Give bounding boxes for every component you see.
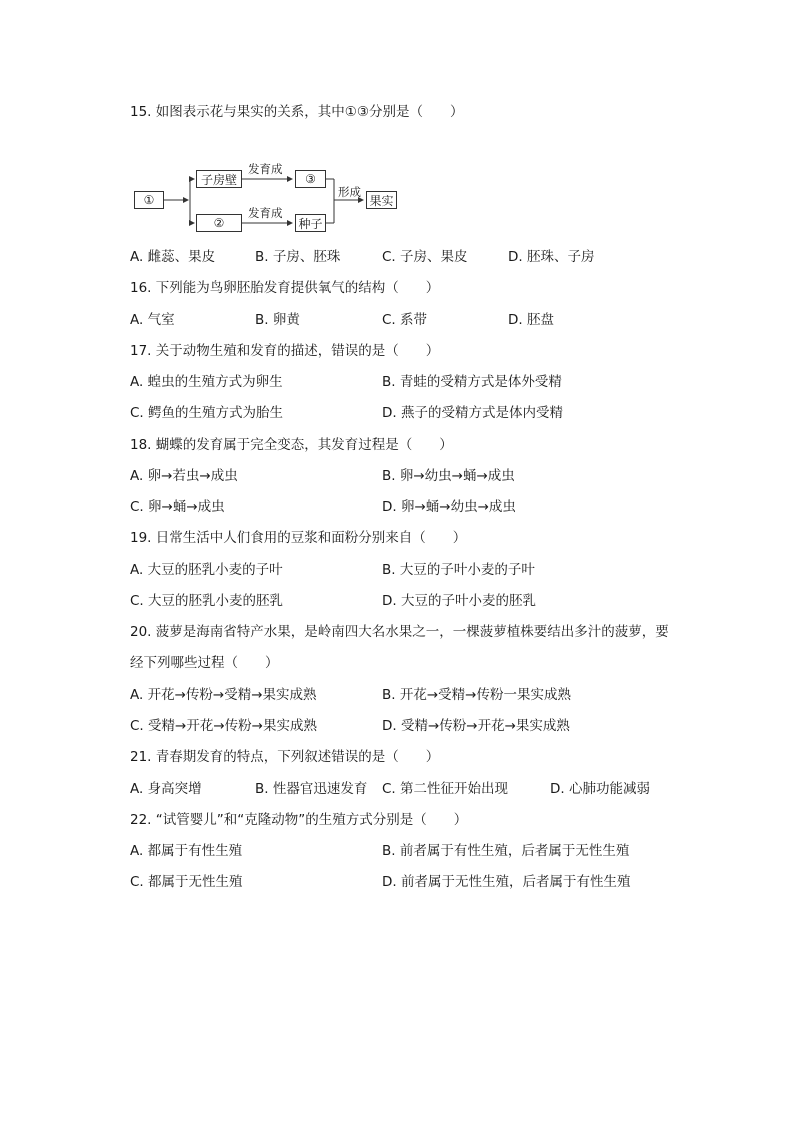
box-flower-part-1: ①	[134, 191, 164, 209]
q17-option-d[interactable]: D. 燕子的受精方式是体内受精	[382, 405, 563, 421]
flower-fruit-diagram	[130, 160, 410, 240]
q21-option-a[interactable]: A. 身高突增	[130, 781, 202, 797]
q17-option-c[interactable]: C. 鳄鱼的生殖方式为胎生	[130, 405, 284, 421]
box-ovary-wall: 子房壁	[196, 170, 242, 188]
q22-stem: 22. “试管婴儿”和“克隆动物”的生殖方式分别是（ ）	[130, 812, 468, 828]
q16-option-d[interactable]: D. 胚盘	[508, 312, 554, 328]
q16-option-b[interactable]: B. 卵黄	[255, 312, 300, 328]
q17-stem: 17. 关于动物生殖和发育的描述，错误的是（ ）	[130, 343, 440, 359]
box-seed: 种子	[295, 214, 326, 232]
q21-option-b[interactable]: B. 性器官迅速发育	[255, 781, 368, 797]
q19-option-c[interactable]: C. 大豆的胚乳小麦的胚乳	[130, 593, 284, 609]
q21-stem: 21. 青春期发育的特点，下列叙述错误的是（ ）	[130, 749, 440, 765]
q18-option-b[interactable]: B. 卵→幼虫→蛹→成虫	[382, 468, 515, 484]
q20-stem-line2: 经下列哪些过程（ ）	[130, 655, 279, 671]
label-develop-lower: 发育成	[248, 206, 283, 220]
q15-option-a[interactable]: A. 雌蕊、果皮	[130, 249, 216, 265]
q21-option-c[interactable]: C. 第二性征开始出现	[382, 781, 509, 797]
q20-option-d[interactable]: D. 受精→传粉→开花→果实成熟	[382, 718, 570, 734]
q20-stem-line1: 20. 菠萝是海南省特产水果，是岭南四大名水果之一，一棵菠萝植株要结出多汁的菠萝，要	[130, 624, 669, 640]
q19-option-a[interactable]: A. 大豆的胚乳小麦的子叶	[130, 562, 283, 578]
label-form: 形成	[338, 185, 361, 199]
q17-option-a[interactable]: A. 蝗虫的生殖方式为卵生	[130, 374, 283, 390]
box-fruit: 果实	[366, 191, 397, 209]
q22-option-c[interactable]: C. 都属于无性生殖	[130, 874, 243, 890]
q22-option-b[interactable]: B. 前者属于有性生殖，后者属于无性生殖	[382, 843, 630, 859]
q20-option-c[interactable]: C. 受精→开花→传粉→果实成熟	[130, 718, 317, 734]
q19-option-d[interactable]: D. 大豆的子叶小麦的胚乳	[382, 593, 536, 609]
box-part-2: ②	[196, 214, 242, 232]
q19-stem: 19. 日常生活中人们食用的豆浆和面粉分别来自（ ）	[130, 530, 467, 546]
q16-stem: 16. 下列能为鸟卵胚胎发育提供氧气的结构（ ）	[130, 280, 440, 296]
q18-stem: 18. 蝴蝶的发育属于完全变态，其发育过程是（ ）	[130, 437, 453, 453]
q15-option-c[interactable]: C. 子房、果皮	[382, 249, 468, 265]
q16-option-a[interactable]: A. 气室	[130, 312, 175, 328]
q18-option-d[interactable]: D. 卵→蛹→幼虫→成虫	[382, 499, 516, 515]
q15-option-b[interactable]: B. 子房、胚珠	[255, 249, 341, 265]
q22-option-a[interactable]: A. 都属于有性生殖	[130, 843, 243, 859]
q20-option-a[interactable]: A. 开花→传粉→受精→果实成熟	[130, 687, 317, 703]
q19-option-b[interactable]: B. 大豆的子叶小麦的子叶	[382, 562, 535, 578]
q15-stem: 15. 如图表示花与果实的关系，其中①③分别是（ ）	[130, 104, 464, 120]
q16-option-c[interactable]: C. 系带	[382, 312, 428, 328]
q15-option-d[interactable]: D. 胚珠、子房	[508, 249, 595, 265]
q18-option-c[interactable]: C. 卵→蛹→成虫	[130, 499, 225, 515]
q18-option-a[interactable]: A. 卵→若虫→成虫	[130, 468, 238, 484]
box-part-3: ③	[295, 170, 326, 188]
label-develop-upper: 发育成	[248, 162, 283, 176]
q22-option-d[interactable]: D. 前者属于无性生殖，后者属于有性生殖	[382, 874, 631, 890]
q21-option-d[interactable]: D. 心肺功能减弱	[550, 781, 650, 797]
q20-option-b[interactable]: B. 开花→受精→传粉一果实成熟	[382, 687, 571, 703]
q17-option-b[interactable]: B. 青蛙的受精方式是体外受精	[382, 374, 562, 390]
